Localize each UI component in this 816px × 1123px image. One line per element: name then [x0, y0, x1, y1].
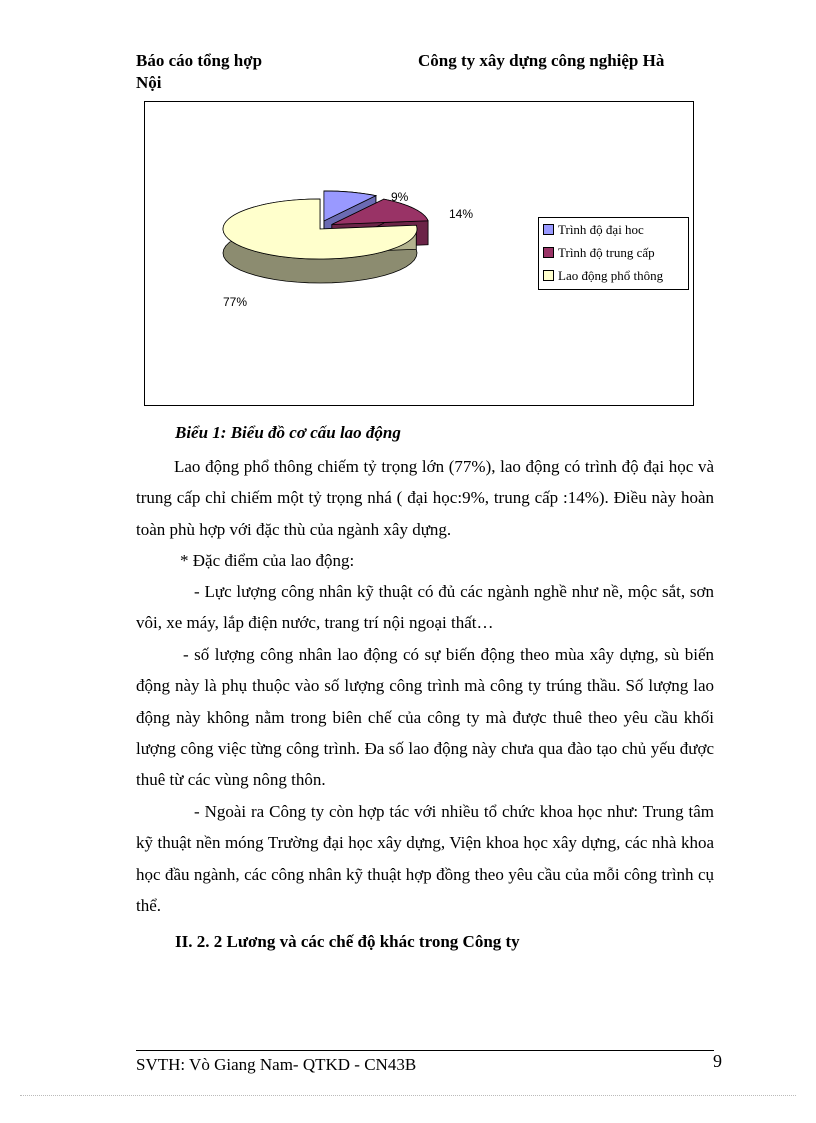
pie-value-label-2: 77% [223, 295, 248, 309]
paragraph-cooperation: - Ngoài ra Công ty còn hợp tác với nhiều tổ chức khoa học như: Trung tâm kỹ thuật nền móng Trường đại học xây dựng, Viện khoa học xây dựng, các nhà khoa học đầu ngành, các công nhân kỹ thuật hợp đồng theo yêu cầu của mỗi công trình cụ thể. [136, 802, 714, 915]
chart-caption: Biểu 1: Biểu đồ cơ cấu lao động [175, 423, 401, 442]
header-left: Báo cáo tổng hợp [136, 51, 263, 70]
legend-label-2: Lao động phổ thông [558, 268, 664, 283]
footer-divider [136, 1050, 714, 1051]
paragraph-labor-characteristics: * Đặc điểm của lao động: [180, 551, 355, 570]
paragraph-seasonal-workers: - số lượng công nhân lao động có sự biến động theo mùa xây dựng, sù biến động này là phụ thuộc vào số lượng công trình mà công ty trúng thầu. Số lượng lao động này không nằm trong biên chế của công ty mà được thuê theo yêu cầu khối lượng công việc từng công trình. Đa số lao động này chưa qua đào tạo chủ yếu được thuê từ các vùng nông thôn. [136, 645, 714, 790]
paragraph-technical-workers: - Lực lượng công nhân kỹ thuật có đủ các ngành nghề như nề, mộc sắt, sơn vôi, xe máy, lắp điện nước, trang trí nội ngoại thất… [136, 582, 714, 633]
legend-label-0: Trình độ đại hoc [558, 222, 644, 237]
legend-label-1: Trình độ trung cấp [558, 245, 655, 260]
section-heading: II. 2. 2 Lương và các chế độ khác trong Công ty [175, 932, 520, 951]
footer-author: SVTH: Vò Giang Nam- QTKD - CN43B [136, 1055, 417, 1074]
legend-item [543, 244, 655, 262]
legend-swatch-0 [543, 224, 554, 235]
legend-item [543, 221, 644, 239]
header-right: Công ty xây dựng công nghiệp Hà [418, 51, 665, 70]
legend-swatch-2 [543, 270, 554, 281]
chart-legend [538, 217, 689, 290]
header-left-continued: Nội [136, 73, 162, 92]
legend-swatch-1 [543, 247, 554, 258]
pie-value-label-1: 14% [449, 207, 474, 221]
paragraph-labor-share: Lao động phổ thông chiếm tỷ trọng lớn (77%), lao động có trình độ đại học và trung cấp chỉ chiếm một tỷ trọng nhá ( đại học:9%, trung cấp :14%). Điều này hoàn toàn phù hợp với đặc thù của ngành xây dựng. [136, 457, 714, 539]
page-edge-divider [20, 1095, 796, 1096]
page-number: 9 [713, 1051, 722, 1071]
pie-value-label-0: 9% [391, 190, 409, 204]
legend-item [543, 267, 663, 285]
labor-structure-chart [144, 101, 694, 406]
